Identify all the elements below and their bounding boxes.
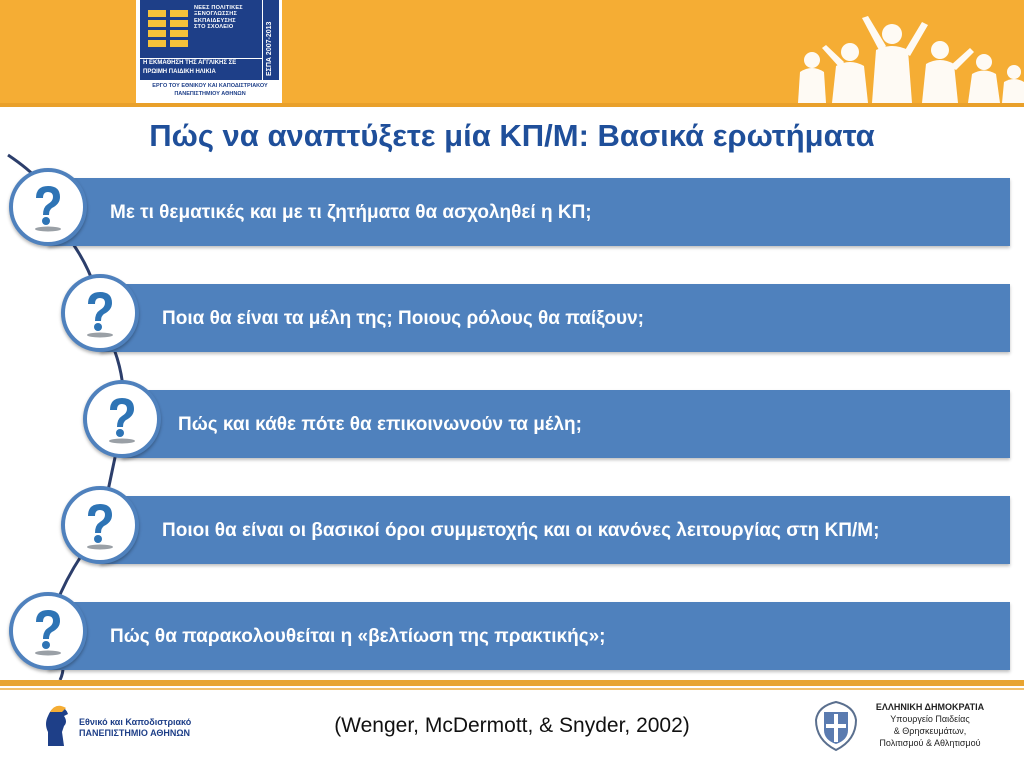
logo-footer-text — [140, 83, 280, 98]
question-bar-5 — [48, 602, 1010, 670]
question-bubble-3 — [83, 380, 161, 458]
logo-foot-line-2: ΠΑΝΕΠΙΣΤΗΜΙΟΥ ΑΘΗΝΩΝ — [174, 90, 246, 97]
question-text-5: Πώς θα παρακολουθείται η «βελτίωση της πρακτικής»; — [110, 625, 606, 647]
question-mark-icon — [104, 396, 140, 444]
espa-label: ΕΣΠΑ 2007-2013 — [266, 21, 273, 76]
page-title: Πώς να αναπτύξετε μία ΚΠ/Μ: Βασικά ερωτήματα — [149, 118, 875, 153]
question-text-1: Με τι θεματικές και με τι ζητήματα θα ασχοληθεί η ΚΠ; — [110, 201, 592, 223]
question-bubble-5 — [9, 592, 87, 670]
question-bar-3 — [122, 390, 1010, 458]
question-bubble-1 — [9, 168, 87, 246]
logo-line-3: ΕΚΠΑΙΔΕΥΣΗΣ — [194, 17, 236, 24]
logo-line-1: ΝΕΕΣ ΠΟΛΙΤΙΚΕΣ — [194, 5, 243, 11]
university-line-1: Εθνικό και Καποδιστριακό — [79, 717, 192, 727]
logo-sub-line-1: Η ΕΚΜΑΘΗΣΗ ΤΗΣ ΑΓΓΛΙΚΗΣ ΣΕ — [143, 60, 237, 66]
logo-foot-line-1: ΕΡΓΟ ΤΟΥ ΕΘΝΙΚΟΥ ΚΑΙ ΚΑΠΟΔΙΣΤΡΙΑΚΟΥ — [152, 83, 268, 89]
logo-panel — [140, 0, 262, 58]
question-text-4: Ποιοι θα είναι οι βασικοί όροι συμμετοχής και οι κανόνες λειτουργίας στη ΚΠ/Μ; — [162, 519, 880, 541]
ministry-line-3: Πολιτισμού & Αθλητισμού — [879, 738, 981, 748]
logo-sub-line-2: ΠΡΩΙΜΗ ΠΑΙΔΙΚΗ ΗΛΙΚΙΑ — [143, 69, 216, 75]
question-text-3: Πώς και κάθε πότε θα επικοινωνούν τα μέλη; — [178, 413, 582, 435]
question-mark-icon — [82, 502, 118, 550]
header-divider — [0, 103, 1024, 107]
children-silhouette-icon — [770, 12, 1024, 103]
footer-divider-thin — [0, 688, 1024, 690]
citation: (Wenger, McDermott, & Snyder, 2002) — [334, 714, 690, 737]
question-bubble-4 — [61, 486, 139, 564]
question-mark-icon — [30, 608, 66, 656]
question-bar-2 — [100, 284, 1010, 352]
ministry-line-1: Υπουργείο Παιδείας — [890, 714, 970, 724]
logo-line-2: ΞΕΝΟΓΛΩΣΣΗΣ — [194, 11, 237, 18]
footer-divider — [0, 680, 1024, 686]
question-mark-icon — [30, 184, 66, 232]
question-text-2: Ποια θα είναι τα μέλη της; Ποιους ρόλους θα παίξουν; — [162, 307, 644, 329]
project-logo — [136, 0, 282, 103]
logo-line-4: ΣΤΟ ΣΧΟΛΕΙΟ — [194, 24, 234, 31]
ministry-line-2: & Θρησκευμάτων, — [893, 726, 967, 736]
question-bar-1 — [48, 178, 1010, 246]
logo-subtitle — [140, 58, 262, 80]
ministry-title: ΕΛΛΗΝΙΚΗ ΔΗΜΟΚΡΑΤΙΑ — [875, 702, 985, 712]
book-emblem-icon — [146, 6, 190, 52]
espa-strip — [263, 0, 279, 80]
question-bar-4 — [100, 496, 1010, 564]
ministry-block — [870, 701, 990, 749]
question-mark-icon — [82, 290, 118, 338]
university-line-2: ΠΑΝΕΠΙΣΤΗΜΙΟ ΑΘΗΝΩΝ — [79, 728, 191, 738]
question-bubble-2 — [61, 274, 139, 352]
greek-crest-icon — [810, 700, 862, 752]
